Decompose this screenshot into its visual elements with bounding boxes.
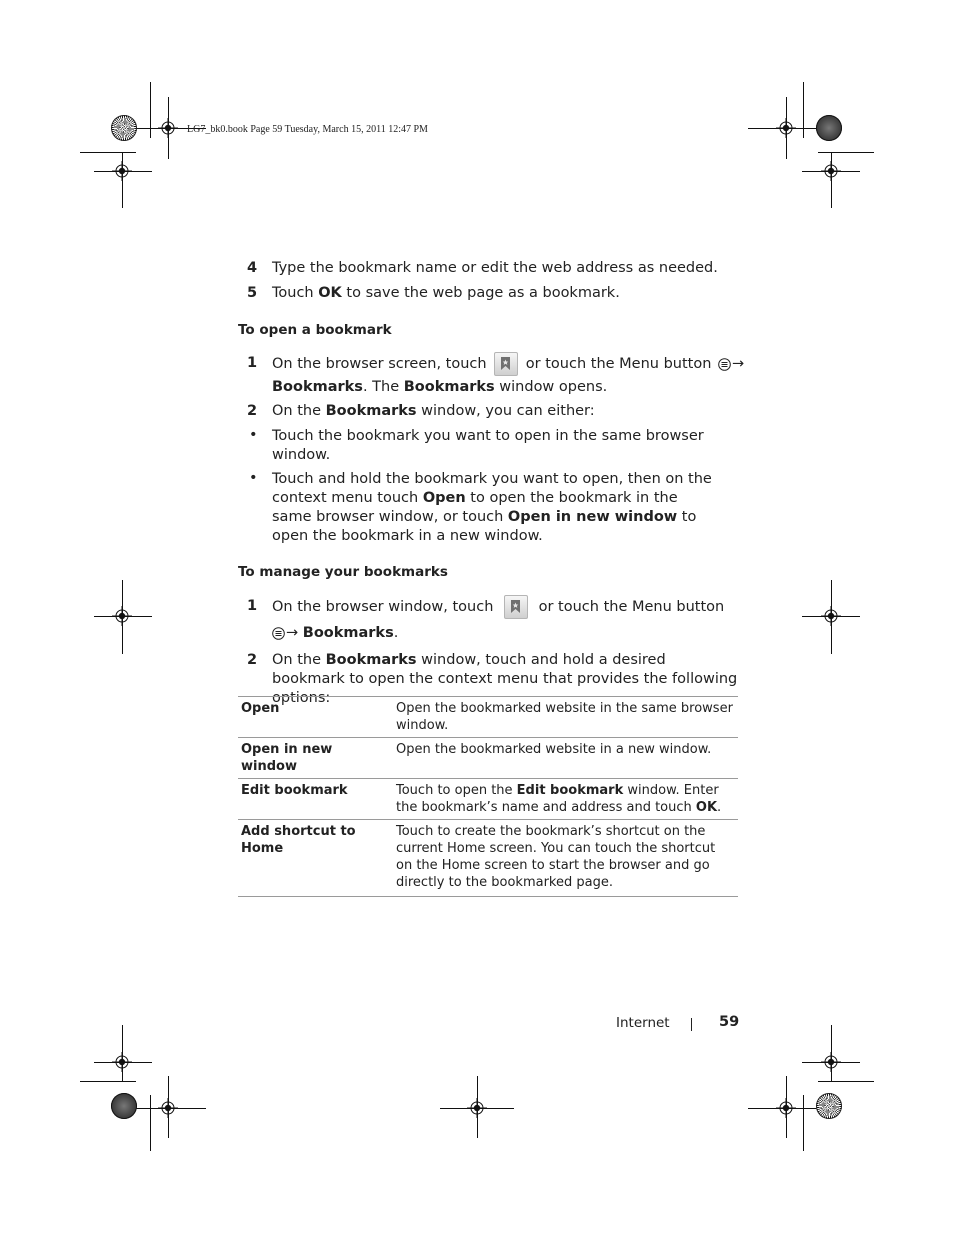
option-name: Open in new window <box>238 738 393 779</box>
step-text: Type the bookmark name or edit the web address as needed. <box>272 260 718 276</box>
step-number: 2 <box>247 652 258 668</box>
option-description: Touch to create the bookmark’s shortcut on the current Home screen. You can touch the shortcut on the Home screen to start the browser and go directly to the bookmarked page. <box>393 820 738 897</box>
step-number: 1 <box>247 598 258 614</box>
registration-target-icon <box>821 161 841 181</box>
color-bar-disc-icon <box>111 115 137 141</box>
step-text: On the Bookmarks window, touch and hold a desired bookmark to open the context menu that provides the following options: <box>272 652 738 706</box>
bookmark-icon <box>494 352 518 376</box>
table-row <box>238 738 738 779</box>
option-description: Open the bookmarked website in the same browser window. <box>393 697 738 738</box>
registration-target-icon <box>112 606 132 626</box>
registration-target-icon <box>776 118 796 138</box>
bullet-marker: • <box>249 470 258 486</box>
table-row <box>238 697 738 738</box>
step-number: 5 <box>247 285 258 301</box>
option-name: Edit bookmark <box>238 779 393 820</box>
print-header: LG7_bk0.book Page 59 Tuesday, March 15, 2011 12:47 PM <box>187 124 428 135</box>
footer-section-name: Internet <box>616 1015 670 1031</box>
step-number: 1 <box>247 355 258 371</box>
bullet-marker: • <box>249 427 258 443</box>
registration-target-icon <box>821 606 841 626</box>
step-number: 2 <box>247 403 258 419</box>
step-text: Touch OK to save the web page as a bookmark. <box>272 285 620 301</box>
registration-target-icon <box>112 1052 132 1072</box>
step-text: On the Bookmarks window, you can either: <box>272 403 595 419</box>
color-bar-disc-icon <box>816 115 842 141</box>
menu-button-icon <box>272 627 285 640</box>
menu-button-icon <box>718 358 731 371</box>
registration-target-icon <box>821 1052 841 1072</box>
registration-target-icon <box>776 1098 796 1118</box>
registration-target-icon <box>158 118 178 138</box>
bullet-text: Touch the bookmark you want to open in the same browser window. <box>272 428 704 463</box>
page-number: 59 <box>719 1014 740 1030</box>
color-bar-disc-icon <box>111 1093 137 1119</box>
bullet-text: Touch and hold the bookmark you want to open, then on the context menu touch Open to open the bookmark in the same browser window, or touch Open in new window to open the bookmark in a new window. <box>272 471 712 544</box>
registration-target-icon <box>112 161 132 181</box>
footer-separator <box>691 1018 692 1031</box>
option-name: Open <box>238 697 393 738</box>
step-text: On the browser screen, touch or touch the Menu button → Bookmarks. The Bookmarks window opens. <box>272 352 747 398</box>
option-description: Touch to open the Edit bookmark window. Enter the bookmark’s name and address and touch OK. <box>393 779 738 820</box>
bookmark-icon <box>504 595 528 619</box>
section-heading: To open a bookmark <box>238 322 392 338</box>
options-table <box>238 696 738 897</box>
registration-target-icon <box>158 1098 178 1118</box>
table-row <box>238 820 738 897</box>
registration-target-icon <box>467 1098 487 1118</box>
table-row <box>238 779 738 820</box>
step-number: 4 <box>247 260 258 276</box>
option-description: Open the bookmarked website in a new window. <box>393 738 738 779</box>
option-name: Add shortcut to Home <box>238 820 393 897</box>
section-heading: To manage your bookmarks <box>238 564 448 580</box>
color-bar-disc-icon <box>816 1093 842 1119</box>
step-text: On the browser window, touch or touch the Menu button → Bookmarks. <box>272 594 742 646</box>
